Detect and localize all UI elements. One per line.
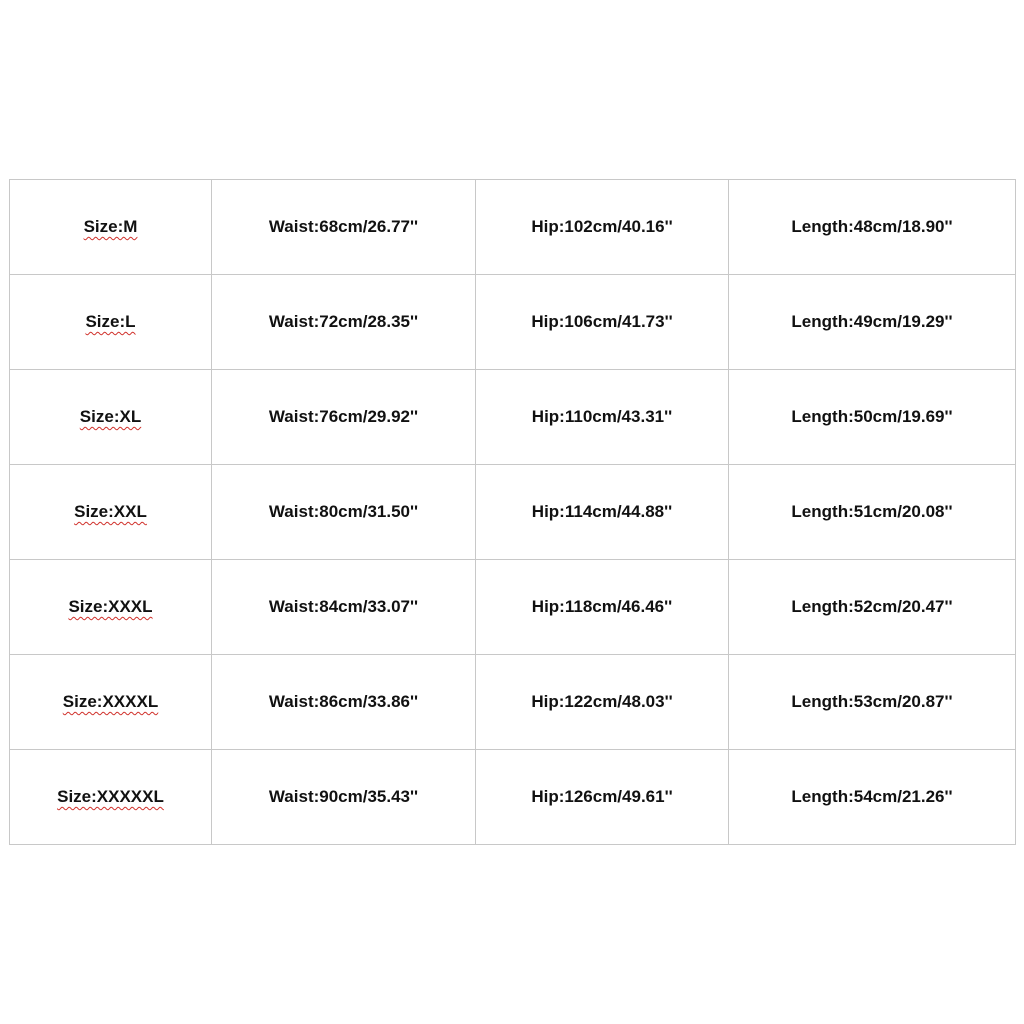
size-cell	[10, 655, 212, 750]
table-row	[10, 465, 1016, 560]
waist-cell: Waist:84cm/33.07''	[212, 560, 476, 655]
size-label: Size:XL	[79, 407, 142, 426]
waist-cell: Waist:76cm/29.92''	[212, 370, 476, 465]
length-cell: Length:53cm/20.87''	[729, 655, 1016, 750]
waist-cell: Waist:90cm/35.43''	[212, 750, 476, 845]
length-cell: Length:48cm/18.90''	[729, 180, 1016, 275]
waist-cell: Waist:72cm/28.35''	[212, 275, 476, 370]
table-row	[10, 655, 1016, 750]
hip-cell: Hip:110cm/43.31''	[476, 370, 729, 465]
table-row	[10, 180, 1016, 275]
size-cell	[10, 275, 212, 370]
hip-cell: Hip:114cm/44.88''	[476, 465, 729, 560]
table-row	[10, 560, 1016, 655]
hip-cell: Hip:122cm/48.03''	[476, 655, 729, 750]
size-cell	[10, 750, 212, 845]
size-label: Size:L	[85, 312, 136, 331]
length-cell: Length:54cm/21.26''	[729, 750, 1016, 845]
size-label: Size:XXXL	[68, 597, 153, 616]
length-cell: Length:52cm/20.47''	[729, 560, 1016, 655]
table-row	[10, 750, 1016, 845]
waist-cell: Waist:86cm/33.86''	[212, 655, 476, 750]
size-cell	[10, 370, 212, 465]
hip-cell: Hip:126cm/49.61''	[476, 750, 729, 845]
waist-cell: Waist:80cm/31.50''	[212, 465, 476, 560]
size-cell	[10, 560, 212, 655]
length-cell: Length:50cm/19.69''	[729, 370, 1016, 465]
length-cell: Length:49cm/19.29''	[729, 275, 1016, 370]
table-row	[10, 275, 1016, 370]
size-label: Size:XXXXXL	[57, 787, 164, 806]
size-label: Size:XXXXL	[62, 692, 159, 711]
hip-cell: Hip:118cm/46.46''	[476, 560, 729, 655]
size-cell	[10, 465, 212, 560]
size-label: Size:M	[83, 217, 138, 236]
length-cell: Length:51cm/20.08''	[729, 465, 1016, 560]
size-chart-table	[9, 179, 1016, 845]
hip-cell: Hip:106cm/41.73''	[476, 275, 729, 370]
size-label: Size:XXL	[74, 502, 147, 521]
size-cell	[10, 180, 212, 275]
hip-cell: Hip:102cm/40.16''	[476, 180, 729, 275]
waist-cell: Waist:68cm/26.77''	[212, 180, 476, 275]
table-row	[10, 370, 1016, 465]
